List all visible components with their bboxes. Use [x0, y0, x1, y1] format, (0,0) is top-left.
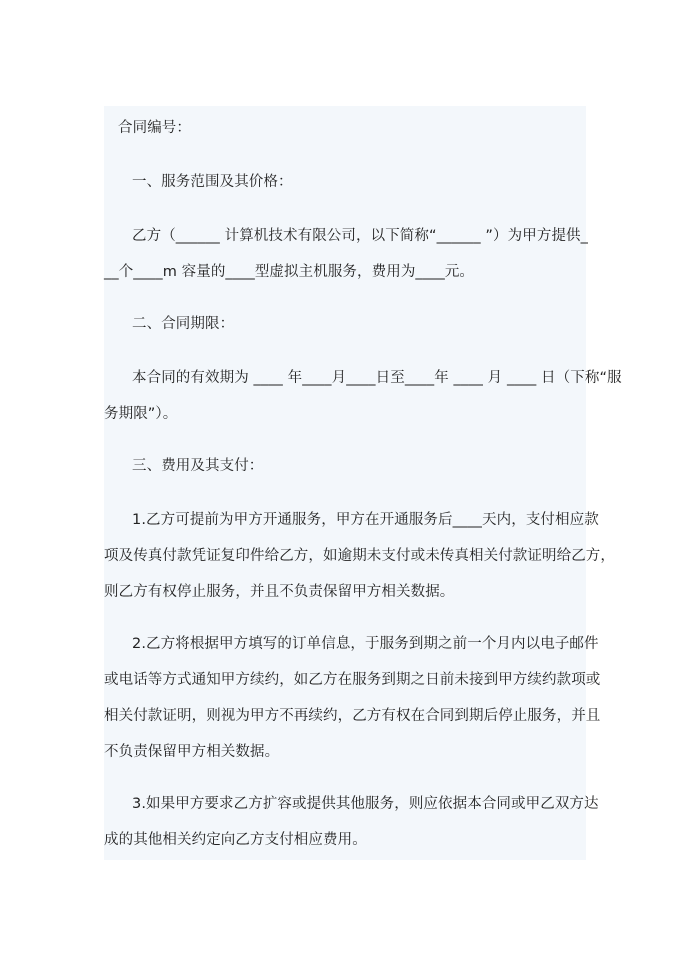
clause-1-line: 则乙方有权停止服务，并且不负责保留甲方相关数据。 [104, 584, 455, 600]
clause-2-line: 相关付款证明，则视为甲方不再续约，乙方有权在合同到期后停止服务，并且 [104, 708, 601, 724]
contract-number-label: 合同编号： [118, 120, 191, 136]
clause-1-line: 1.乙方可提前为甲方开通服务，甲方在开通服务后____天内，支付相应款 [132, 512, 599, 528]
section-2-paragraph-line: 本合同的有效期为 ____ 年____月____日至____年 ____ 月 ____ 日（下称“服 [132, 370, 622, 386]
contract-body [104, 106, 622, 860]
section-3-heading: 三、费用及其支付： [132, 458, 264, 474]
section-1-paragraph-line: __个____m 容量的____型虚拟主机服务，费用为____元。 [104, 264, 475, 280]
section-2-paragraph-line: 务期限”）。 [104, 406, 178, 422]
section-1-paragraph-line: 乙方（______ 计算机技术有限公司，以下简称“______ ”）为甲方提供_ [132, 228, 588, 244]
section-1-heading: 一、服务范围及其价格： [132, 174, 293, 190]
section-2-heading: 二、合同期限： [132, 316, 235, 332]
clause-2-line: 不负责保留甲方相关数据。 [104, 744, 280, 760]
clause-2-line: 2.乙方将根据甲方填写的订单信息，于服务到期之前一个月内以电子邮件 [132, 636, 599, 652]
clause-3-line: 3.如果甲方要求乙方扩容或提供其他服务，则应依据本合同或甲乙双方达 [132, 796, 599, 812]
clause-3-line: 成的其他相关约定向乙方支付相应费用。 [104, 832, 367, 848]
clause-2-line: 或电话等方式通知甲方续约，如乙方在服务到期之日前未接到甲方续约款项或 [104, 672, 601, 688]
clause-1-line: 项及传真付款凭证复印件给乙方，如逾期未支付或未传真相关付款证明给乙方， [104, 548, 615, 564]
